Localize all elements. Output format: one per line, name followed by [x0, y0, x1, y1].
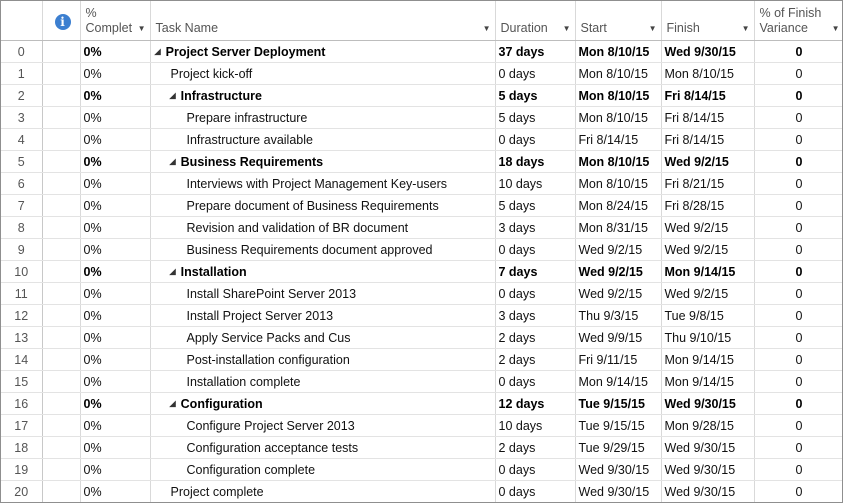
pct-complete-cell[interactable]: 0%	[80, 41, 150, 63]
row-number[interactable]: 5	[1, 151, 42, 173]
duration-label: Duration	[500, 21, 548, 35]
column-header-duration[interactable]	[495, 1, 575, 41]
duration-cell[interactable]: 0 days	[495, 459, 575, 481]
task-name-cell[interactable]	[150, 371, 495, 393]
row-number[interactable]: 15	[1, 371, 42, 393]
duration-cell[interactable]: 0 days	[495, 283, 575, 305]
indicator-cell[interactable]	[42, 85, 80, 107]
task-name: Project Server Deployment	[165, 44, 326, 59]
table-row[interactable]	[1, 217, 843, 239]
task-name-cell[interactable]	[150, 305, 495, 327]
task-name-cell[interactable]	[150, 63, 495, 85]
indicator-cell[interactable]	[42, 437, 80, 459]
pct-complete-cell[interactable]: 0%	[80, 85, 150, 107]
pct-complete-cell[interactable]: 0%	[80, 393, 150, 415]
task-name: Apply Service Packs and Cus	[186, 330, 351, 345]
task-name-cell[interactable]	[150, 195, 495, 217]
row-number[interactable]: 18	[1, 437, 42, 459]
start-cell[interactable]: Wed 9/2/15	[575, 283, 661, 305]
finish-variance-cell[interactable]: 0	[754, 371, 843, 393]
row-number[interactable]: 16	[1, 393, 42, 415]
duration-cell[interactable]: 3 days	[495, 217, 575, 239]
finish-variance-cell[interactable]: 0	[754, 437, 843, 459]
row-number-header[interactable]	[1, 1, 42, 41]
finish-cell[interactable]: Wed 9/2/15	[661, 239, 754, 261]
table-row[interactable]	[1, 437, 843, 459]
finish-cell[interactable]: Tue 9/8/15	[661, 305, 754, 327]
chevron-down-icon[interactable]: ▼	[137, 24, 146, 33]
task-name-cell[interactable]	[150, 239, 495, 261]
finish-cell[interactable]: Thu 9/10/15	[661, 327, 754, 349]
task-grid	[1, 1, 843, 503]
table-row[interactable]	[1, 107, 843, 129]
task-name-cell[interactable]	[150, 261, 495, 283]
task-name-cell[interactable]	[150, 327, 495, 349]
indicator-cell[interactable]	[42, 41, 80, 63]
collapse-triangle-icon[interactable]: ◢	[169, 91, 176, 100]
finish-cell[interactable]: Wed 9/30/15	[661, 481, 754, 503]
duration-cell[interactable]: 5 days	[495, 195, 575, 217]
task-name-cell[interactable]	[150, 459, 495, 481]
start-cell[interactable]: Wed 9/30/15	[575, 459, 661, 481]
indicator-cell[interactable]	[42, 415, 80, 437]
finish-variance-cell[interactable]: 0	[754, 151, 843, 173]
finish-variance-cell[interactable]: 0	[754, 261, 843, 283]
finish-cell[interactable]: Fri 8/21/15	[661, 173, 754, 195]
row-number[interactable]: 4	[1, 129, 42, 151]
finish-cell[interactable]: Fri 8/14/15	[661, 107, 754, 129]
start-cell[interactable]: Wed 9/9/15	[575, 327, 661, 349]
pct-complete-cell[interactable]: 0%	[80, 327, 150, 349]
finish-variance-label: % of Finish Variance	[759, 6, 822, 35]
table-row[interactable]	[1, 129, 843, 151]
table-row[interactable]	[1, 415, 843, 437]
pct-complete-cell[interactable]: 0%	[80, 349, 150, 371]
row-number[interactable]: 13	[1, 327, 42, 349]
row-number[interactable]: 6	[1, 173, 42, 195]
pct-complete-cell[interactable]: 0%	[80, 459, 150, 481]
row-number[interactable]: 20	[1, 481, 42, 503]
table-row[interactable]	[1, 41, 843, 63]
finish-variance-cell[interactable]: 0	[754, 283, 843, 305]
task-name: Post-installation configuration	[186, 352, 350, 367]
start-cell[interactable]: Mon 8/10/15	[575, 85, 661, 107]
start-cell[interactable]: Mon 8/10/15	[575, 151, 661, 173]
column-header-finish-variance[interactable]	[754, 1, 843, 41]
chevron-down-icon[interactable]: ▼	[831, 24, 840, 33]
indicator-cell[interactable]	[42, 63, 80, 85]
finish-cell[interactable]: Fri 8/14/15	[661, 85, 754, 107]
duration-cell[interactable]: 18 days	[495, 151, 575, 173]
finish-cell[interactable]: Mon 9/14/15	[661, 371, 754, 393]
indicator-cell[interactable]	[42, 327, 80, 349]
task-name: Configure Project Server 2013	[186, 418, 355, 433]
finish-cell[interactable]: Wed 9/2/15	[661, 217, 754, 239]
row-number[interactable]: 0	[1, 41, 42, 63]
finish-variance-cell[interactable]: 0	[754, 63, 843, 85]
indicator-cell[interactable]	[42, 371, 80, 393]
pct-complete-cell[interactable]: 0%	[80, 415, 150, 437]
finish-cell[interactable]: Mon 9/28/15	[661, 415, 754, 437]
table-row[interactable]	[1, 283, 843, 305]
table-row[interactable]	[1, 459, 843, 481]
row-number[interactable]: 8	[1, 217, 42, 239]
indicator-cell[interactable]	[42, 305, 80, 327]
task-name: Install SharePoint Server 2013	[186, 286, 357, 301]
task-name: Infrastructure available	[186, 132, 313, 147]
duration-cell[interactable]: 5 days	[495, 85, 575, 107]
duration-cell[interactable]: 7 days	[495, 261, 575, 283]
finish-cell[interactable]: Wed 9/30/15	[661, 437, 754, 459]
task-name-cell[interactable]	[150, 173, 495, 195]
table-row[interactable]	[1, 327, 843, 349]
indicator-cell[interactable]	[42, 151, 80, 173]
finish-variance-cell[interactable]: 0	[754, 217, 843, 239]
table-row[interactable]	[1, 481, 843, 503]
chevron-down-icon[interactable]: ▼	[562, 24, 571, 33]
table-row[interactable]	[1, 393, 843, 415]
table-row[interactable]	[1, 371, 843, 393]
row-number[interactable]: 11	[1, 283, 42, 305]
column-header-finish[interactable]	[661, 1, 754, 41]
task-name: Prepare infrastructure	[186, 110, 308, 125]
pct-complete-cell[interactable]: 0%	[80, 195, 150, 217]
row-number[interactable]: 12	[1, 305, 42, 327]
indicator-cell[interactable]	[42, 283, 80, 305]
finish-variance-cell[interactable]: 0	[754, 173, 843, 195]
table-row[interactable]	[1, 305, 843, 327]
pct-complete-cell[interactable]: 0%	[80, 129, 150, 151]
finish-variance-cell[interactable]: 0	[754, 195, 843, 217]
pct-complete-cell[interactable]: 0%	[80, 371, 150, 393]
start-cell[interactable]: Wed 9/2/15	[575, 261, 661, 283]
task-name-cell[interactable]	[150, 393, 495, 415]
duration-cell[interactable]: 0 days	[495, 371, 575, 393]
duration-cell[interactable]: 0 days	[495, 63, 575, 85]
collapse-triangle-icon[interactable]: ◢	[169, 399, 176, 408]
duration-cell[interactable]: 2 days	[495, 437, 575, 459]
finish-variance-cell[interactable]: 0	[754, 327, 843, 349]
collapse-triangle-icon[interactable]: ◢	[169, 267, 176, 276]
finish-cell[interactable]: Fri 8/28/15	[661, 195, 754, 217]
task-name: Installation	[180, 264, 247, 279]
indicator-cell[interactable]	[42, 129, 80, 151]
table-row[interactable]	[1, 85, 843, 107]
pct-complete-cell[interactable]: 0%	[80, 63, 150, 85]
task-rows	[1, 41, 843, 503]
row-number[interactable]: 14	[1, 349, 42, 371]
start-cell[interactable]: Fri 8/14/15	[575, 129, 661, 151]
start-cell[interactable]: Mon 8/10/15	[575, 41, 661, 63]
start-cell[interactable]: Thu 9/3/15	[575, 305, 661, 327]
indicator-cell[interactable]	[42, 107, 80, 129]
pct-complete-cell[interactable]: 0%	[80, 261, 150, 283]
column-header-task-name[interactable]	[150, 1, 495, 41]
indicator-cell[interactable]	[42, 217, 80, 239]
start-cell[interactable]: Mon 8/10/15	[575, 63, 661, 85]
finish-cell[interactable]: Wed 9/2/15	[661, 283, 754, 305]
indicator-cell[interactable]	[42, 459, 80, 481]
pct-complete-cell[interactable]: 0%	[80, 239, 150, 261]
task-name-cell[interactable]	[150, 151, 495, 173]
pct-complete-cell[interactable]: 0%	[80, 481, 150, 503]
start-cell[interactable]: Mon 9/14/15	[575, 371, 661, 393]
indicator-cell[interactable]	[42, 261, 80, 283]
duration-cell[interactable]: 10 days	[495, 173, 575, 195]
start-cell[interactable]: Tue 9/15/15	[575, 393, 661, 415]
chevron-down-icon[interactable]: ▼	[482, 24, 491, 33]
task-name: Configuration complete	[186, 462, 316, 477]
task-name-cell[interactable]	[150, 283, 495, 305]
row-number[interactable]: 19	[1, 459, 42, 481]
indicator-cell[interactable]	[42, 481, 80, 503]
finish-variance-cell[interactable]: 0	[754, 415, 843, 437]
finish-variance-cell[interactable]: 0	[754, 239, 843, 261]
finish-label: Finish	[666, 21, 700, 35]
task-name-cell[interactable]	[150, 349, 495, 371]
finish-cell[interactable]: Mon 9/14/15	[661, 261, 754, 283]
table-row[interactable]	[1, 239, 843, 261]
duration-cell[interactable]: 2 days	[495, 349, 575, 371]
indicator-cell[interactable]	[42, 173, 80, 195]
start-cell[interactable]: Tue 9/29/15	[575, 437, 661, 459]
finish-variance-cell[interactable]: 0	[754, 393, 843, 415]
pct-complete-cell[interactable]: 0%	[80, 437, 150, 459]
start-cell[interactable]: Mon 8/10/15	[575, 173, 661, 195]
collapse-triangle-icon[interactable]: ◢	[154, 47, 161, 56]
task-name-cell[interactable]	[150, 217, 495, 239]
column-header-pct-complete[interactable]	[80, 1, 150, 41]
table-row[interactable]	[1, 63, 843, 85]
info-icon: i	[55, 14, 71, 30]
task-name-cell[interactable]	[150, 85, 495, 107]
duration-cell[interactable]: 0 days	[495, 481, 575, 503]
finish-variance-cell[interactable]: 0	[754, 129, 843, 151]
finish-cell[interactable]: Mon 8/10/15	[661, 63, 754, 85]
task-name: Project kick-off	[170, 66, 253, 81]
task-name: Project complete	[170, 484, 264, 499]
start-label: Start	[580, 21, 607, 35]
indicator-cell[interactable]	[42, 195, 80, 217]
row-number[interactable]: 1	[1, 63, 42, 85]
finish-cell[interactable]: Mon 9/14/15	[661, 349, 754, 371]
finish-variance-cell[interactable]: 0	[754, 305, 843, 327]
finish-variance-cell[interactable]: 0	[754, 41, 843, 63]
start-cell[interactable]: Mon 8/10/15	[575, 107, 661, 129]
task-name-cell[interactable]	[150, 481, 495, 503]
start-cell[interactable]: Tue 9/15/15	[575, 415, 661, 437]
task-name: Revision and validation of BR document	[186, 220, 409, 235]
task-name: Prepare document of Business Requirements	[186, 198, 439, 213]
row-number[interactable]: 17	[1, 415, 42, 437]
row-number[interactable]: 3	[1, 107, 42, 129]
indicator-cell[interactable]	[42, 349, 80, 371]
task-name: Infrastructure	[180, 88, 262, 103]
indicator-cell[interactable]	[42, 393, 80, 415]
start-cell[interactable]: Mon 8/24/15	[575, 195, 661, 217]
task-name-cell[interactable]	[150, 41, 495, 63]
start-cell[interactable]: Fri 9/11/15	[575, 349, 661, 371]
pct-complete-label: % Complet	[85, 6, 133, 35]
duration-cell[interactable]: 0 days	[495, 239, 575, 261]
finish-cell[interactable]: Wed 9/2/15	[661, 151, 754, 173]
collapse-triangle-icon[interactable]: ◢	[169, 157, 176, 166]
chevron-down-icon[interactable]: ▼	[648, 24, 657, 33]
finish-variance-cell[interactable]: 0	[754, 85, 843, 107]
task-name-cell[interactable]	[150, 107, 495, 129]
finish-variance-cell[interactable]: 0	[754, 349, 843, 371]
start-cell[interactable]: Wed 9/2/15	[575, 239, 661, 261]
task-name: Interviews with Project Management Key-users	[186, 176, 448, 191]
row-number[interactable]: 10	[1, 261, 42, 283]
pct-complete-cell[interactable]: 0%	[80, 151, 150, 173]
start-cell[interactable]: Wed 9/30/15	[575, 481, 661, 503]
task-name: Configuration acceptance tests	[186, 440, 359, 455]
finish-cell[interactable]: Wed 9/30/15	[661, 459, 754, 481]
duration-cell[interactable]: 10 days	[495, 415, 575, 437]
pct-complete-cell[interactable]: 0%	[80, 305, 150, 327]
column-header-start[interactable]	[575, 1, 661, 41]
finish-variance-cell[interactable]: 0	[754, 481, 843, 503]
row-number[interactable]: 2	[1, 85, 42, 107]
task-name: Install Project Server 2013	[186, 308, 334, 323]
chevron-down-icon[interactable]: ▼	[741, 24, 750, 33]
table-row[interactable]	[1, 195, 843, 217]
row-number[interactable]: 9	[1, 239, 42, 261]
finish-cell[interactable]: Fri 8/14/15	[661, 129, 754, 151]
task-name-label: Task Name	[155, 21, 219, 35]
duration-cell[interactable]: 37 days	[495, 41, 575, 63]
duration-cell[interactable]: 5 days	[495, 107, 575, 129]
task-name: Installation complete	[186, 374, 301, 389]
table-row[interactable]	[1, 261, 843, 283]
pct-complete-cell[interactable]: 0%	[80, 173, 150, 195]
finish-cell[interactable]: Wed 9/30/15	[661, 393, 754, 415]
start-cell[interactable]: Mon 8/31/15	[575, 217, 661, 239]
row-number[interactable]: 7	[1, 195, 42, 217]
duration-cell[interactable]: 3 days	[495, 305, 575, 327]
task-name-cell[interactable]	[150, 415, 495, 437]
task-name: Business Requirements document approved	[186, 242, 433, 257]
indicator-cell[interactable]	[42, 239, 80, 261]
table-row[interactable]	[1, 151, 843, 173]
task-name-cell[interactable]	[150, 129, 495, 151]
task-name: Configuration	[180, 396, 263, 411]
finish-cell[interactable]: Wed 9/30/15	[661, 41, 754, 63]
duration-cell[interactable]: 0 days	[495, 129, 575, 151]
table-row[interactable]	[1, 173, 843, 195]
pct-complete-cell[interactable]: 0%	[80, 107, 150, 129]
finish-variance-cell[interactable]: 0	[754, 107, 843, 129]
pct-complete-cell[interactable]: 0%	[80, 283, 150, 305]
table-row[interactable]	[1, 349, 843, 371]
pct-complete-cell[interactable]: 0%	[80, 217, 150, 239]
indicators-header[interactable]	[42, 1, 80, 41]
finish-variance-cell[interactable]: 0	[754, 459, 843, 481]
task-name: Business Requirements	[180, 154, 324, 169]
duration-cell[interactable]: 2 days	[495, 327, 575, 349]
header-row	[1, 1, 843, 41]
task-name-cell[interactable]	[150, 437, 495, 459]
duration-cell[interactable]: 12 days	[495, 393, 575, 415]
